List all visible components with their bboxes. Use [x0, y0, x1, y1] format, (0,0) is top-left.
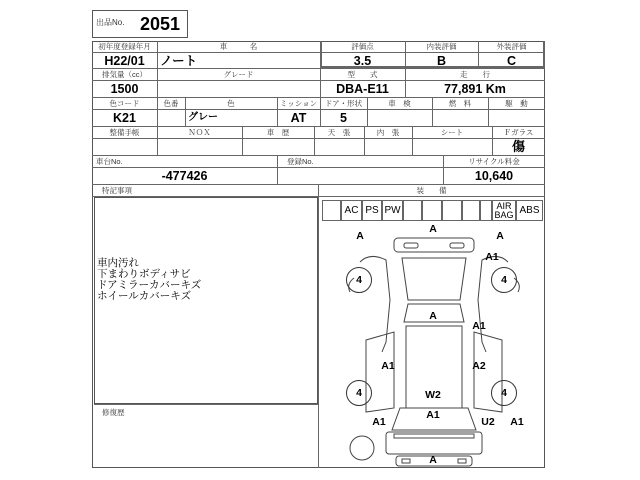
- mission-label: ミッション: [279, 99, 318, 108]
- divider: [92, 167, 545, 168]
- equipment-cell: [442, 200, 462, 221]
- chassis-value: -477426: [161, 169, 208, 183]
- equipment-pw: PW: [382, 200, 403, 221]
- equipment-cell: [480, 200, 492, 221]
- first-reg-label: 初年度登録年月: [98, 42, 151, 51]
- fuel-label: 燃 料: [448, 99, 472, 108]
- glass-label: Ｆガラス: [503, 128, 534, 137]
- right-rear-wheel: 4: [491, 380, 517, 406]
- color-code-label: 色コード: [109, 99, 140, 108]
- color-code-value: K21: [113, 111, 136, 125]
- rear-panel-shape: [386, 432, 482, 454]
- equipment-cell: [403, 200, 422, 221]
- exterior-grade-label: 外装評価: [496, 42, 527, 51]
- spare-tire-shape: [350, 436, 374, 460]
- first-reg-value: H22/01: [104, 54, 145, 68]
- displacement-label: 排気量（cc）: [102, 70, 147, 79]
- model-value: ノート: [160, 54, 198, 68]
- recycle-label: リサイクル料金: [468, 157, 520, 166]
- score-label: 評価点: [351, 42, 374, 51]
- remark-line: 下まわりボディサビ: [97, 268, 191, 280]
- roof-label: 天 張: [327, 128, 351, 137]
- damage-right-front-door: A1: [472, 320, 486, 332]
- damage-roof: A: [429, 310, 437, 322]
- divider: [92, 138, 545, 139]
- grade-label: グレード: [223, 70, 254, 79]
- seat-label: シート: [440, 128, 464, 137]
- left-side-shape: [366, 332, 394, 412]
- left-front-wheel: 4: [346, 267, 372, 293]
- model-label: 車 名: [219, 42, 258, 51]
- damage-rear-panel: A1: [426, 409, 440, 421]
- divider: [92, 97, 545, 98]
- score-value: 3.5: [353, 54, 372, 68]
- front-bumper-shape: [394, 238, 474, 252]
- damage-left-rear-door: A1: [381, 360, 395, 372]
- remark-line: 車内汚れ: [97, 257, 139, 269]
- car-diagram: [320, 222, 544, 468]
- equipment-cell: [462, 200, 480, 221]
- damage-right-rear-bumper: U2: [481, 416, 495, 428]
- divider: [94, 404, 318, 405]
- lot-number-label: 出品No.: [96, 18, 125, 27]
- history-label: 車 歴: [266, 128, 290, 137]
- divider: [92, 155, 545, 156]
- divider: [277, 155, 278, 184]
- divider: [92, 126, 545, 127]
- inspection-label: 車 検: [388, 99, 411, 108]
- damage-rear-bumper: A: [429, 454, 437, 466]
- equipment-ps: PS: [362, 200, 382, 221]
- left-rear-wheel: 4: [346, 380, 372, 406]
- interior-grade-label: 内装評価: [426, 42, 457, 51]
- recycle-value: 10,640: [474, 169, 514, 183]
- type-label: 型 式: [347, 70, 378, 79]
- divider: [92, 68, 545, 69]
- doors-value: 5: [340, 111, 347, 125]
- remark-line: ホイールカバーキズ: [97, 290, 192, 302]
- mileage-value: 77,891 Km: [444, 82, 506, 96]
- remark-line: ドアミラーカバーキズ: [97, 279, 202, 291]
- equipment-cell: [322, 200, 341, 221]
- drive-label: 駆 動: [505, 99, 528, 108]
- displacement-value: 1500: [110, 82, 139, 96]
- damage-back-door: W2: [425, 389, 441, 401]
- color-no-label: 色番: [163, 99, 179, 108]
- equipment-label: 装 備: [416, 186, 447, 195]
- interior-grade-value: B: [436, 54, 447, 68]
- nox-label: ＮＯＸ: [188, 128, 211, 137]
- exterior-grade-value: C: [506, 54, 517, 68]
- doors-label: ドア・形状: [324, 99, 363, 108]
- reg-label: 登録No.: [287, 157, 314, 166]
- equipment-cell: [422, 200, 442, 221]
- glass-value: 傷: [511, 139, 525, 154]
- type-value: DBA-E11: [336, 82, 389, 96]
- divider: [92, 109, 545, 110]
- mileage-label: 走 行: [460, 70, 490, 79]
- interior-trim-label: 内 張: [376, 128, 400, 137]
- divider: [92, 80, 545, 81]
- maintenance-label: 整備手帳: [109, 128, 140, 137]
- remarks-label: 特記事項: [102, 186, 132, 195]
- color-value: グレー: [188, 112, 218, 123]
- damage-right-front-fender: A1: [485, 251, 499, 263]
- damage-front-bumper: A: [429, 223, 437, 235]
- chassis-label: 車台No.: [96, 157, 123, 166]
- right-front-wheel: 4: [491, 267, 517, 293]
- color-label: 色: [227, 99, 235, 108]
- damage-right-rear-door: A2: [472, 360, 486, 372]
- divider: [318, 184, 319, 468]
- equipment-airbag: AIR BAG: [492, 200, 516, 221]
- damage-right-rear-corner: A1: [510, 416, 524, 428]
- damage-front-left-corner: A: [356, 230, 364, 242]
- equipment-ac: AC: [341, 200, 362, 221]
- equipment-abs: ABS: [516, 200, 543, 221]
- lot-number: 2051: [140, 14, 181, 34]
- repair-history-label: 修復歴: [102, 408, 125, 417]
- hood-shape: [402, 258, 466, 300]
- damage-left-rear-corner: A1: [372, 416, 386, 428]
- damage-front-right-corner: A: [496, 230, 504, 242]
- mission-value: AT: [290, 111, 307, 125]
